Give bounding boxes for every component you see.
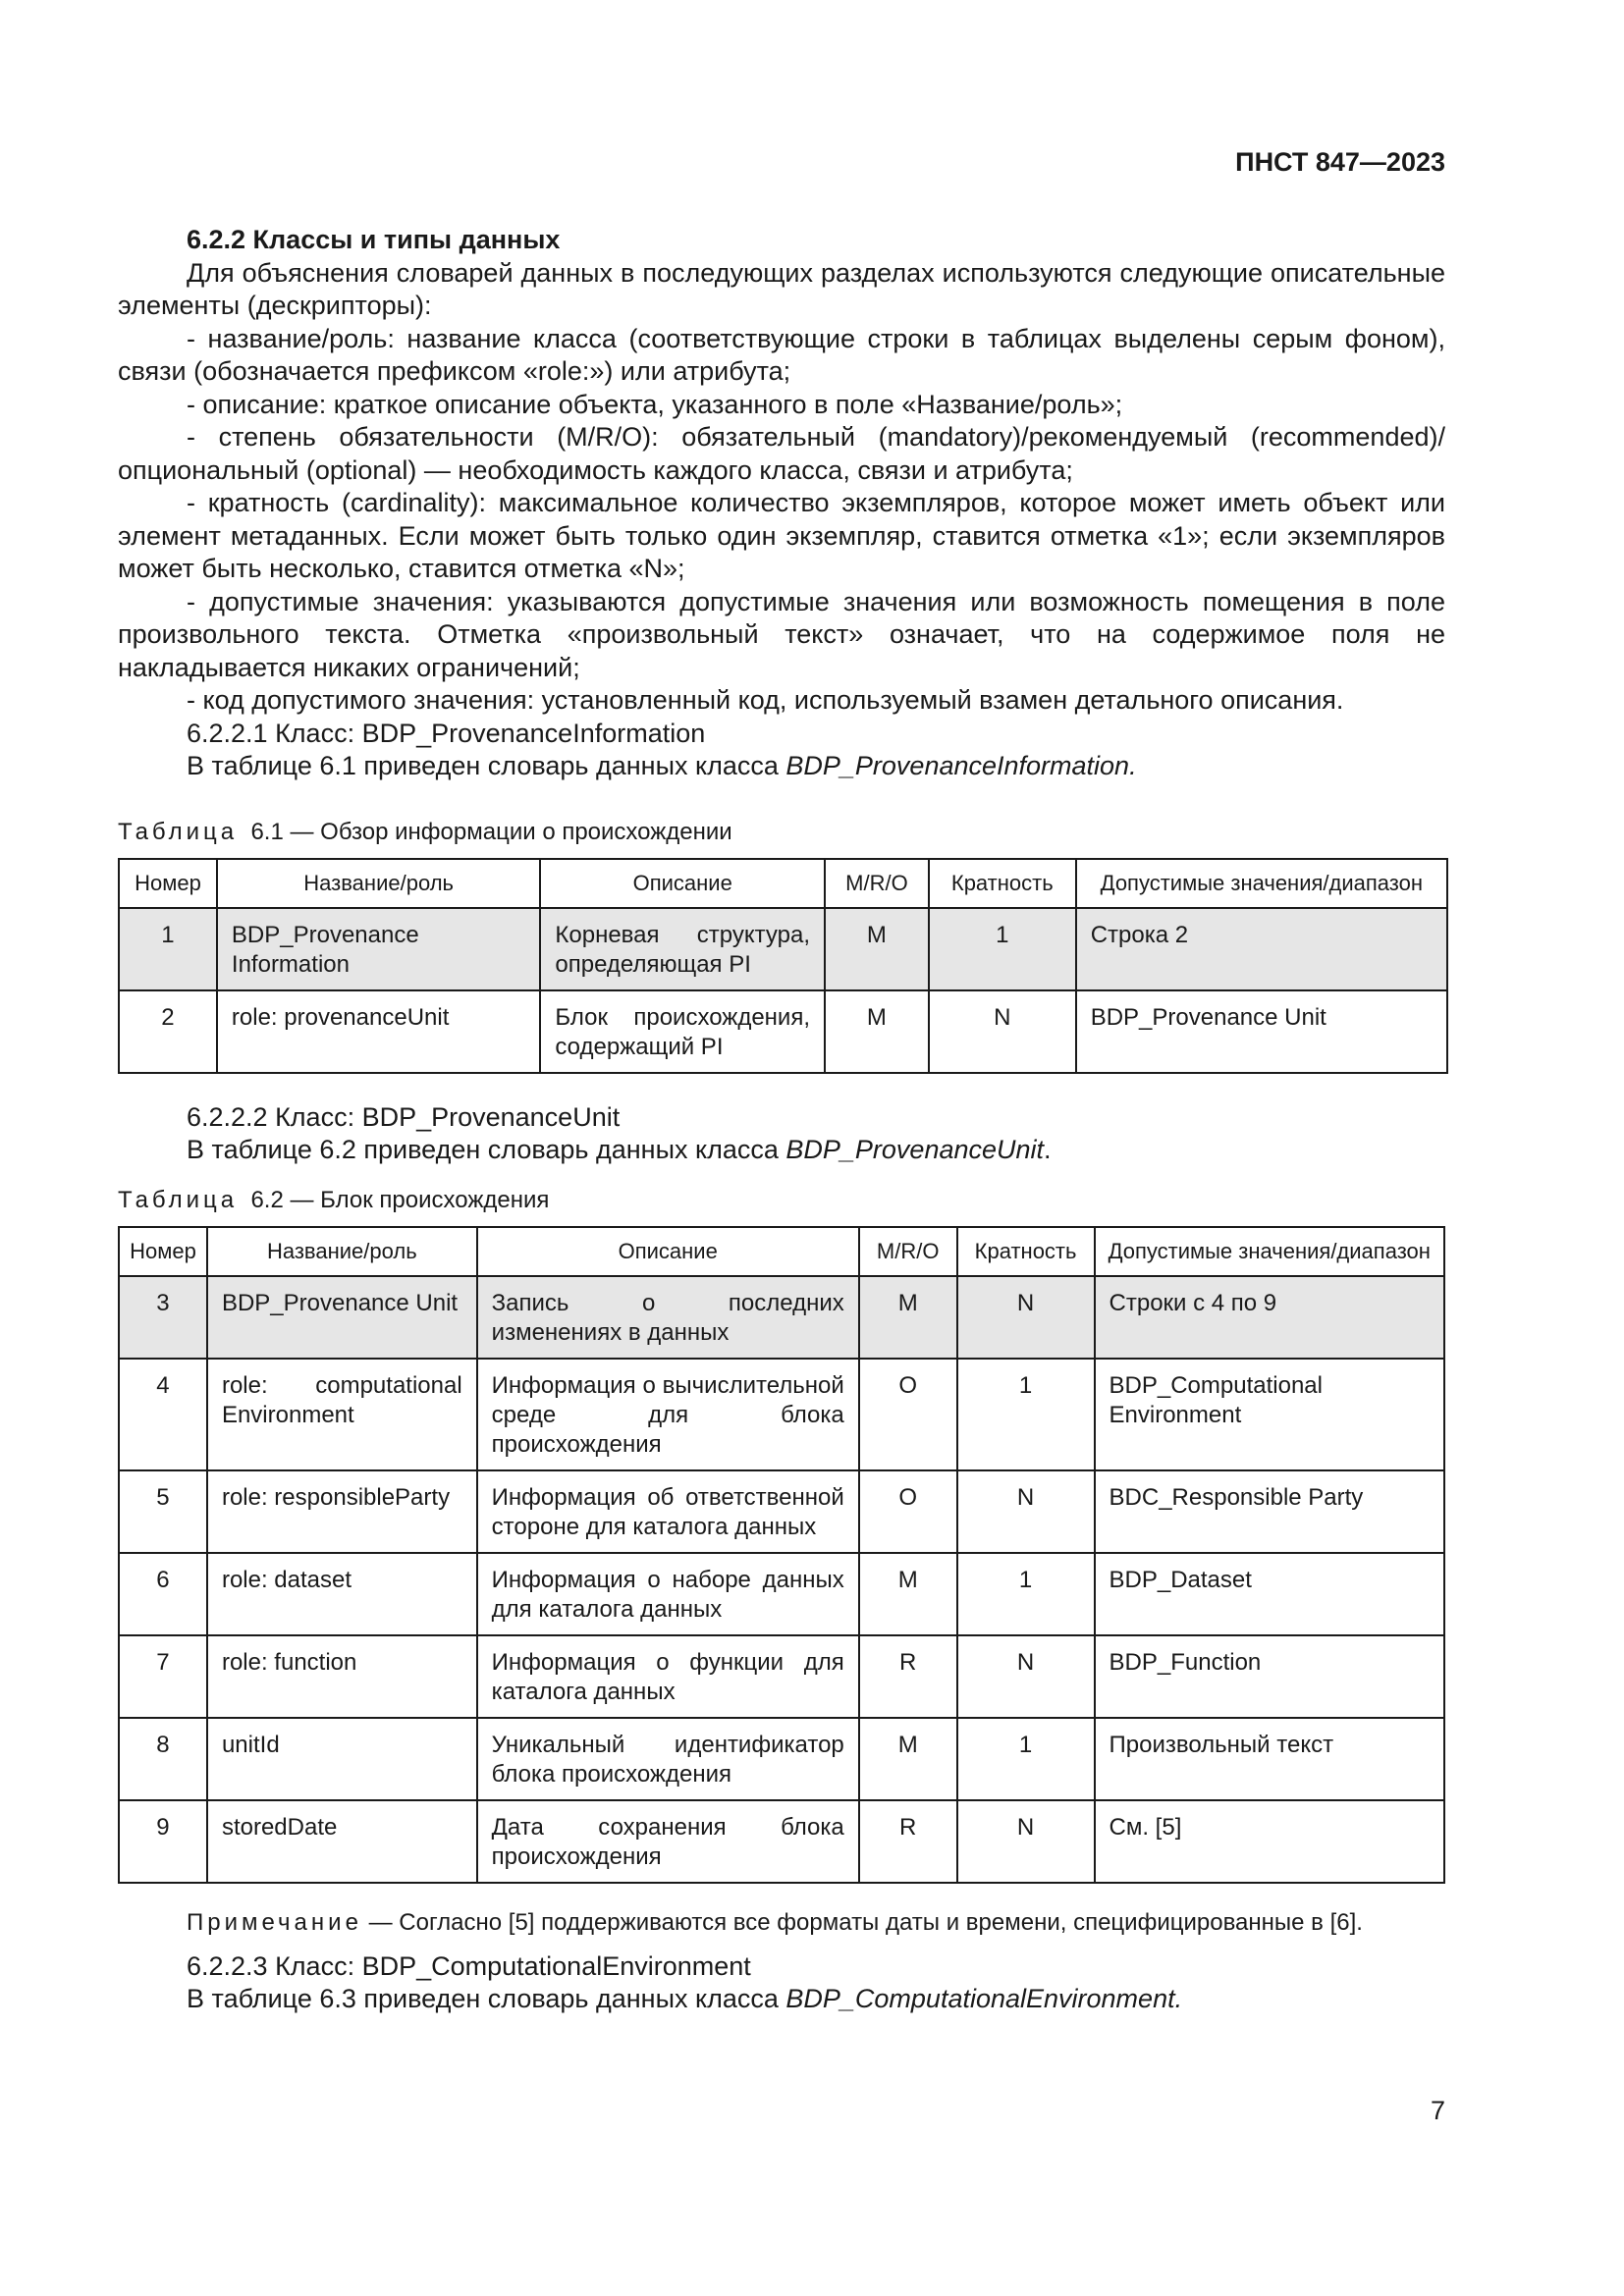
cell-cardinality: 1: [929, 908, 1076, 990]
descriptor-item: - название/роль: название класса (соответствующие строки в таблицах выделены серым фоном), связи (обозначается префиксом «role:») или атрибута;: [118, 323, 1445, 386]
subsection-text-prefix: В таблице 6.1 приведен словарь данных класса: [187, 751, 786, 780]
cell-name: role: computational Environment: [207, 1359, 477, 1470]
table-6-1: [118, 858, 1448, 1074]
table-row: [119, 1359, 1444, 1470]
cell-cardinality: 1: [957, 1718, 1095, 1800]
cell-number: 9: [119, 1800, 207, 1883]
cell-description: Информация об ответственной стороне для каталога данных: [477, 1470, 859, 1553]
table-row: [119, 1718, 1444, 1800]
cell-name: role: provenanceUnit: [217, 990, 540, 1073]
cell-mro: M: [825, 908, 929, 990]
column-header: Номер: [119, 1227, 207, 1276]
column-header: Допустимые значения/диапазон: [1095, 1227, 1444, 1276]
table-row: [119, 990, 1447, 1073]
page-body: [118, 224, 1445, 2016]
table-header-row: [119, 859, 1447, 908]
class-name: BDP_ProvenanceUnit: [785, 1135, 1045, 1164]
cell-name: BDP_Provenance Unit: [207, 1276, 477, 1359]
subsection-title-2: 6.2.2.2 Класс: BDP_ProvenanceUnit: [187, 1101, 621, 1132]
cell-mro: O: [859, 1359, 957, 1470]
subsection-text-1: [118, 750, 1445, 783]
cell-description: Блок происхождения, содержащий PI: [540, 990, 825, 1073]
column-header: Кратность: [929, 859, 1076, 908]
cell-number: 6: [119, 1553, 207, 1635]
table-caption-1: [118, 819, 1445, 846]
cell-cardinality: N: [957, 1635, 1095, 1718]
subsection-text-suffix: .: [1044, 1135, 1052, 1164]
column-header: M/R/O: [825, 859, 929, 908]
cell-description: Уникальный идентификатор блока происхождения: [477, 1718, 859, 1800]
table-row: [119, 1470, 1444, 1553]
subsection-text-prefix: В таблице 6.3 приведен словарь данных класса: [187, 1984, 786, 2013]
cell-number: 4: [119, 1359, 207, 1470]
cell-name: BDP_Provenance Information: [217, 908, 540, 990]
cell-values: Строки с 4 по 9: [1095, 1276, 1444, 1359]
cell-name: role: dataset: [207, 1553, 477, 1635]
caption-text: 6.2 — Блок происхождения: [250, 1186, 550, 1213]
table-row: [119, 1553, 1444, 1635]
cell-mro: M: [859, 1276, 957, 1359]
cell-number: 8: [119, 1718, 207, 1800]
table-row: [119, 908, 1447, 990]
table-row: [119, 1800, 1444, 1883]
table-row: [119, 1635, 1444, 1718]
cell-values: BDC_Responsible Party: [1095, 1470, 1444, 1553]
cell-description: Информация о функции для каталога данных: [477, 1635, 859, 1718]
subsection-text-prefix: В таблице 6.2 приведен словарь данных класса: [187, 1135, 786, 1164]
cell-values: BDP_Provenance Unit: [1076, 990, 1447, 1073]
column-header: Название/роль: [207, 1227, 477, 1276]
cell-values: BDP_Computational Environment: [1095, 1359, 1444, 1470]
cell-name: unitId: [207, 1718, 477, 1800]
caption-word: Таблица: [118, 1186, 239, 1213]
standard-code: ПНСТ 847—2023: [1235, 147, 1445, 177]
cell-mro: M: [859, 1718, 957, 1800]
cell-number: 7: [119, 1635, 207, 1718]
descriptor-item: - степень обязательности (M/R/O): обязательный (mandatory)/рекомендуемый (recommended)/опциональный (optional) — необходимость каждого класса, связи и атрибута;: [118, 422, 1445, 485]
descriptor-item: - допустимые значения: указываются допустимые значения или возможность помещения в поле произвольного текста. Отметка «произвольный текст» означает, что на содержимое поля не накладывается никаких ограничений;: [118, 586, 1445, 682]
cell-values: BDP_Function: [1095, 1635, 1444, 1718]
table-6-2: [118, 1226, 1445, 1884]
column-header: Номер: [119, 859, 217, 908]
cell-values: Произвольный текст: [1095, 1718, 1444, 1800]
cell-description: Информация о наборе данных для каталога данных: [477, 1553, 859, 1635]
cell-description: Дата сохранения блока происхождения: [477, 1800, 859, 1883]
column-header: Название/роль: [217, 859, 540, 908]
table-header-row: [119, 1227, 1444, 1276]
descriptor-item: - код допустимого значения: установленный код, используемый взамен детального описания.: [187, 685, 1344, 715]
cell-number: 3: [119, 1276, 207, 1359]
caption-text: 6.1 — Обзор информации о происхождении: [250, 818, 732, 845]
page-number: 7: [1430, 2096, 1445, 2125]
cell-mro: M: [825, 990, 929, 1073]
table-note: [187, 1909, 1445, 1937]
table-row: [119, 1276, 1444, 1359]
cell-cardinality: N: [957, 1800, 1095, 1883]
cell-mro: R: [859, 1800, 957, 1883]
cell-mro: O: [859, 1470, 957, 1553]
cell-description: Запись о последних изменениях в данных: [477, 1276, 859, 1359]
column-header: Допустимые значения/диапазон: [1076, 859, 1447, 908]
table-caption-2: [118, 1187, 1445, 1214]
subsection-text-2: [118, 1134, 1445, 1167]
column-header: Описание: [477, 1227, 859, 1276]
cell-number: 2: [119, 990, 217, 1073]
cell-name: role: function: [207, 1635, 477, 1718]
cell-values: См. [5]: [1095, 1800, 1444, 1883]
cell-number: 1: [119, 908, 217, 990]
cell-description: Корневая структура, определяющая PI: [540, 908, 825, 990]
note-word: Примечание: [187, 1908, 362, 1936]
cell-cardinality: 1: [957, 1553, 1095, 1635]
cell-name: role: responsibleParty: [207, 1470, 477, 1553]
subsection-title-1: 6.2.2.1 Класс: BDP_ProvenanceInformation: [187, 718, 706, 748]
section-heading: 6.2.2 Классы и типы данных: [187, 225, 561, 254]
cell-name: storedDate: [207, 1800, 477, 1883]
cell-cardinality: N: [929, 990, 1076, 1073]
cell-mro: R: [859, 1635, 957, 1718]
column-header: Описание: [540, 859, 825, 908]
descriptor-item: - кратность (cardinality): максимальное количество экземпляров, которое может иметь объект или элемент метаданных. Если может быть только один экземпляр, ставится отметка «1»; если экземпляров может быть несколько, ставится отметка «N»;: [118, 488, 1445, 583]
cell-mro: M: [859, 1553, 957, 1635]
cell-description: Информация о вычислительной среде для блока происхождения: [477, 1359, 859, 1470]
subsection-title-3: 6.2.2.3 Класс: BDP_ComputationalEnvironment: [187, 1950, 751, 1981]
class-name: BDP_ProvenanceInformation.: [785, 751, 1137, 780]
cell-values: Строка 2: [1076, 908, 1447, 990]
descriptor-item: - описание: краткое описание объекта, указанного в поле «Название/роль»;: [187, 389, 1123, 419]
cell-values: BDP_Dataset: [1095, 1553, 1444, 1635]
column-header: M/R/O: [859, 1227, 957, 1276]
note-text: — Согласно [5] поддерживаются все форматы даты и времени, специфицированные в [6].: [361, 1908, 1363, 1936]
caption-word: Таблица: [118, 818, 239, 845]
class-name: BDP_ComputationalEnvironment.: [785, 1984, 1183, 2013]
cell-number: 5: [119, 1470, 207, 1553]
subsection-text-3: [118, 1983, 1445, 2016]
cell-cardinality: N: [957, 1470, 1095, 1553]
column-header: Кратность: [957, 1227, 1095, 1276]
cell-cardinality: 1: [957, 1359, 1095, 1470]
cell-cardinality: N: [957, 1276, 1095, 1359]
section-intro: Для объяснения словарей данных в последующих разделах используются следующие описательные элементы (дескрипторы):: [118, 257, 1445, 320]
